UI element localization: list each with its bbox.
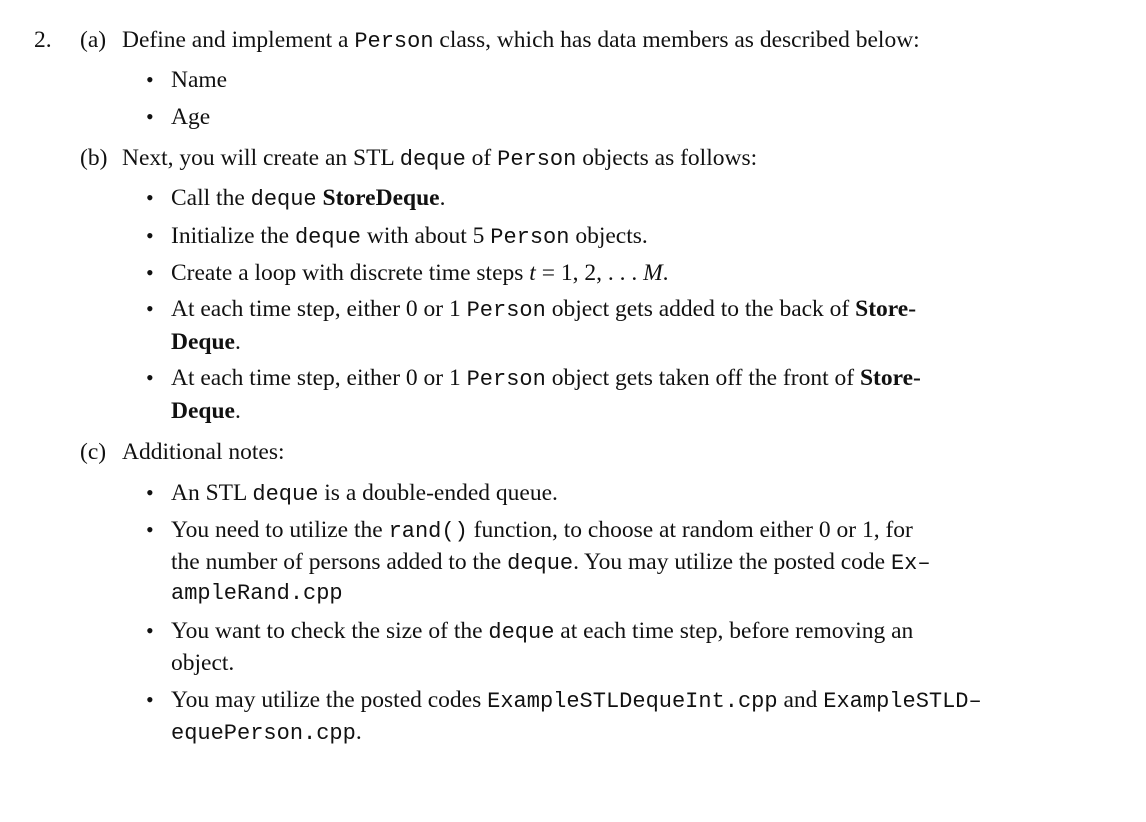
list-item-add-back: At each time step, either 0 or 1 Person object gets added to the back of Store-	[171, 296, 917, 323]
bullet-icon: •	[146, 185, 154, 210]
bullet-icon: •	[146, 260, 154, 285]
part-b-label: (b)	[80, 145, 108, 171]
list-item-rand-cont: the number of persons added to the deque. You may utilize the posted code Ex–	[171, 549, 931, 576]
bullet-icon: •	[146, 687, 154, 712]
question-number: 2.	[34, 27, 52, 53]
list-item-check-size: You want to check the size of the deque at each time step, before removing an	[171, 618, 914, 645]
bullet-icon: •	[146, 618, 154, 643]
list-item-initialize: Initialize the deque with about 5 Person objects.	[171, 223, 648, 250]
part-b-intro: Next, you will create an STL deque of Person objects as follows:	[122, 145, 758, 172]
list-item-rand-filename: ampleRand.cpp	[171, 581, 343, 606]
list-item-loop: Create a loop with discrete time steps t = 1, 2, . . . M.	[171, 260, 669, 286]
part-c-label: (c)	[80, 439, 107, 465]
list-item-posted-codes: You may utilize the posted codes ExampleSTLDequeInt.cpp and ExampleSTLD–	[171, 687, 982, 714]
part-a-intro: Define and implement a Person class, which has data members as described below:	[122, 27, 920, 54]
list-item-posted-codes-cont: equePerson.cpp.	[171, 719, 362, 746]
list-item-call-deque: Call the deque StoreDeque.	[171, 185, 446, 212]
list-item-deque-definition: An STL deque is a double-ended queue.	[171, 480, 558, 507]
part-a-label: (a)	[80, 27, 107, 53]
bullet-icon: •	[146, 223, 154, 248]
bullet-icon: •	[146, 480, 154, 505]
part-c-intro: Additional notes:	[122, 439, 285, 465]
bullet-icon: •	[146, 67, 154, 92]
list-item-add-back-cont: Deque.	[171, 329, 241, 355]
list-item-rand: You need to utilize the rand() function, to choose at random either 0 or 1, for	[171, 517, 913, 544]
bullet-icon: •	[146, 365, 154, 390]
bullet-icon: •	[146, 517, 154, 542]
bullet-icon: •	[146, 296, 154, 321]
list-item-check-size-cont: object.	[171, 650, 235, 676]
list-item-take-front-cont: Deque.	[171, 398, 241, 424]
list-item-name: Name	[171, 67, 228, 93]
list-item-age: Age	[171, 104, 211, 130]
bullet-icon: •	[146, 104, 154, 129]
list-item-take-front: At each time step, either 0 or 1 Person object gets taken off the front of Store-	[171, 365, 921, 392]
